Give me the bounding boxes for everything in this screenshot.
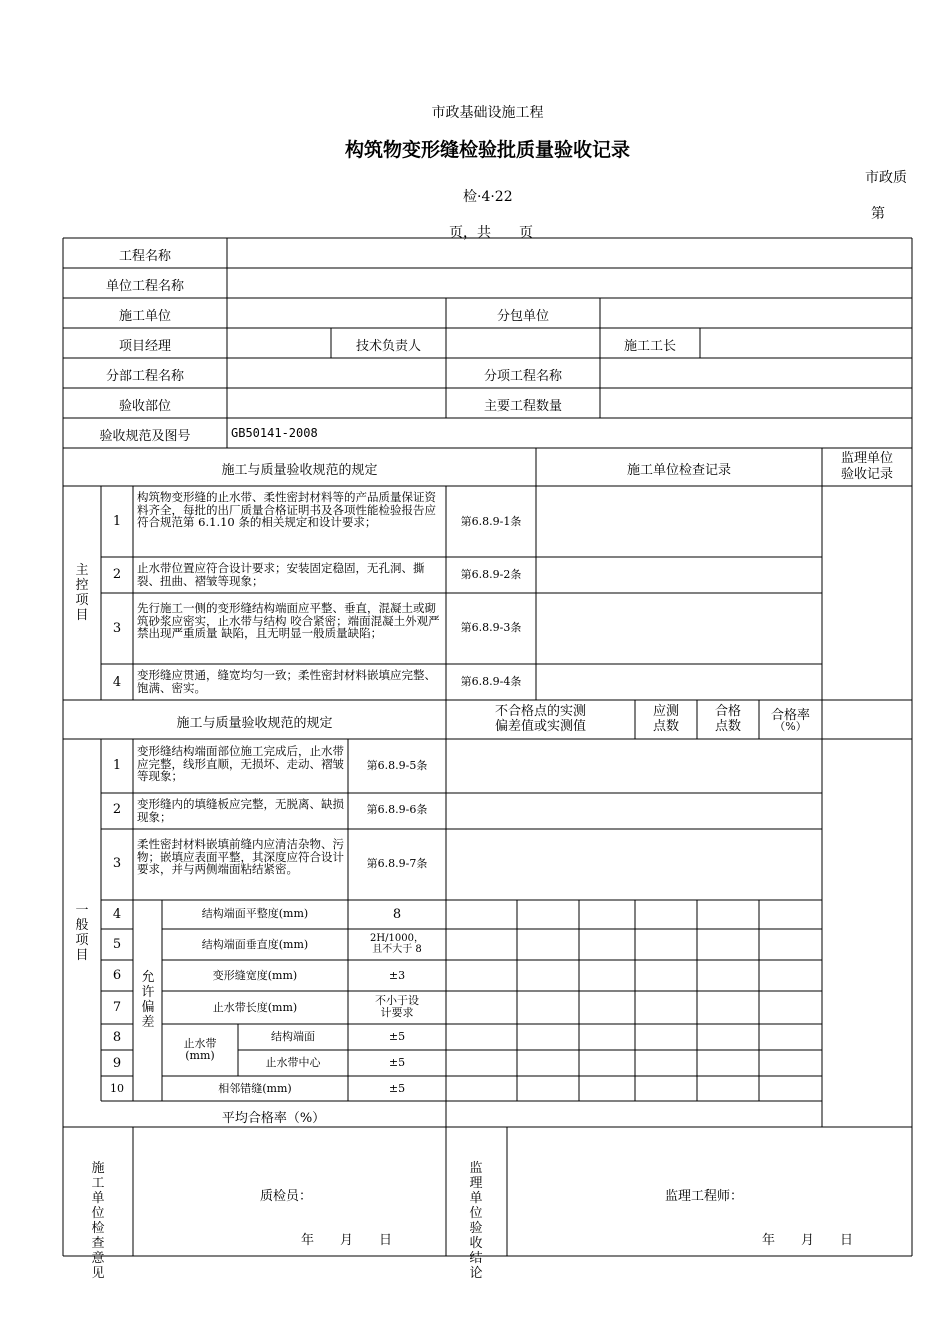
dev-item-name: 相邻错缝(mm) xyxy=(218,1082,292,1095)
dev-item-no: 8 xyxy=(112,1030,122,1045)
dev-item-value: 2H/1000， 且不大于 8 xyxy=(370,933,424,955)
dev-item-name: 止水带长度(mm) xyxy=(212,1001,298,1014)
dev-item-no: 7 xyxy=(112,1000,122,1015)
waterstop-label: 止水带 (mm) xyxy=(183,1037,217,1062)
main-item-no: 2 xyxy=(112,567,122,582)
dev-item-no: 4 xyxy=(112,907,122,922)
spec-value: GB50141-2008 xyxy=(231,426,318,440)
contractor-opinion-label: 施工单位检查意见 xyxy=(91,1161,105,1281)
main-item-text: 变形缝应贯通，缝宽均匀一致；柔性密封材料嵌填应完整、饱满、密实。 xyxy=(137,668,436,695)
dev-item-name: 变形缝宽度(mm) xyxy=(212,969,298,982)
dev-item-no: 6 xyxy=(112,968,122,983)
dev-item-name: 结构端面垂直度(mm) xyxy=(201,938,309,951)
construction-unit-label: 施工单位 xyxy=(118,309,171,324)
general-item-clause: 第6.8.9-7条 xyxy=(366,857,428,870)
general-group-label: 一般项目 xyxy=(75,903,89,963)
page-title: 构筑物变形缝检验批质量验收记录 xyxy=(344,139,630,161)
dev-item-name: 止水带中心 xyxy=(265,1056,321,1069)
general-item-text: 变形缝内的填缝板应完整，无脱离、缺损现象； xyxy=(137,797,344,824)
main-quantity-label: 主要工程数量 xyxy=(483,399,562,414)
avg-pass-rate-label: 平均合格率（%） xyxy=(221,1111,326,1126)
dev-item-value: ±5 xyxy=(388,1030,406,1043)
unit-project-name-label: 单位工程名称 xyxy=(105,279,184,294)
subcontract-unit-label: 分包单位 xyxy=(496,309,549,324)
supervisor-date: 年 月 日 xyxy=(762,1233,854,1248)
division-name-label: 分部工程名称 xyxy=(105,369,184,384)
general-item-no: 2 xyxy=(112,802,122,817)
subitem-name-label: 分项工程名称 xyxy=(483,369,562,384)
general-item-text: 变形缝结构端面部位施工完成后，止水带应完整，线形直顺，无损坏、走动、褶皱等现象； xyxy=(137,744,344,783)
general-item-text: 柔性密封材料嵌填前缝内应清洁杂物、污物；嵌填应表面平整，其深度应符合设计要求，并与两侧端面粘结紧密。 xyxy=(137,837,344,876)
form-code-1: 市政质 xyxy=(865,170,907,186)
dev-item-name: 结构端面 xyxy=(271,1030,315,1043)
dev-item-no: 10 xyxy=(110,1082,124,1095)
main-group-label: 主控项目 xyxy=(75,563,89,623)
dev-item-value: 8 xyxy=(392,907,402,922)
project-name-label: 工程名称 xyxy=(118,249,171,264)
main-item-clause: 第6.8.9-2条 xyxy=(460,568,522,581)
project-manager-label: 项目经理 xyxy=(118,339,171,354)
main-item-text: 构筑物变形缝的止水带、柔性密封材料等的产品质量保证资料齐全，每批的出厂质量合格证明书及各项性能检验报告应符合规范第 6.1.10 条的相关规定和设计要求； xyxy=(137,490,436,529)
allow-deviation-label: 允许偏差 xyxy=(141,970,155,1030)
general-col-rate: 合格率 xyxy=(770,708,810,723)
dev-item-value: ±5 xyxy=(388,1082,406,1095)
general-item-clause: 第6.8.9-6条 xyxy=(366,803,428,816)
supervisor-conclusion-label: 监理单位验收结论 xyxy=(469,1161,483,1281)
general-col-rule: 施工与质量验收规范的规定 xyxy=(176,716,333,731)
form-code-2: 检·4·22 xyxy=(463,189,513,205)
main-item-no: 3 xyxy=(112,621,122,636)
general-col-pass-points: 合格 点数 xyxy=(714,704,741,734)
main-item-text: 先行施工一侧的变形缝结构端面应平整、垂直，混凝土或砌筑砂浆应密实，止水带与结构 咬合紧密；端面混凝土外观严禁出现严重质量 缺陷，且无明显一般质量缺陷； xyxy=(137,601,440,640)
general-col-measured: 不合格点的实测 偏差值或实测值 xyxy=(494,704,586,734)
dev-item-value: ±5 xyxy=(388,1056,406,1069)
main-item-clause: 第6.8.9-4条 xyxy=(460,675,522,688)
supervisor-engineer-label: 监理工程师： xyxy=(665,1189,744,1204)
page-no-1: 第 xyxy=(871,206,885,222)
main-item-no: 1 xyxy=(112,514,122,529)
dev-item-value: 不小于设 计要求 xyxy=(375,994,419,1019)
site-foreman-label: 施工工长 xyxy=(623,339,676,354)
inspector-label: 质检员： xyxy=(260,1189,313,1204)
contractor-date: 年 月 日 xyxy=(301,1233,393,1248)
general-col-points: 应测 点数 xyxy=(652,704,679,734)
main-col-record: 施工单位检查记录 xyxy=(626,463,731,478)
general-col-rate-unit: （%） xyxy=(774,720,807,733)
dev-item-no: 5 xyxy=(112,937,122,952)
dev-item-name: 结构端面平整度(mm) xyxy=(201,907,309,920)
general-item-no: 3 xyxy=(112,856,122,871)
top-title: 市政基础设施工程 xyxy=(431,105,544,121)
main-item-clause: 第6.8.9-3条 xyxy=(460,621,522,634)
dev-item-value: ±3 xyxy=(388,969,406,982)
main-item-no: 4 xyxy=(112,675,122,690)
general-item-no: 1 xyxy=(112,758,122,773)
inspection-part-label: 验收部位 xyxy=(118,399,171,414)
main-item-text: 止水带位置应符合设计要求；安装固定稳固，无孔洞、撕裂、扭曲、褶皱等现象； xyxy=(137,561,425,588)
dev-item-no: 9 xyxy=(112,1056,122,1071)
general-item-clause: 第6.8.9-5条 xyxy=(366,759,428,772)
page-no-2: 页，共 页 xyxy=(449,225,533,241)
tech-lead-label: 技术负责人 xyxy=(355,339,421,354)
main-col-rule: 施工与质量验收规范的规定 xyxy=(221,463,378,478)
spec-label: 验收规范及图号 xyxy=(99,429,191,444)
main-col-supervisor: 监理单位 验收记录 xyxy=(840,451,893,482)
main-item-clause: 第6.8.9-1条 xyxy=(460,515,522,528)
